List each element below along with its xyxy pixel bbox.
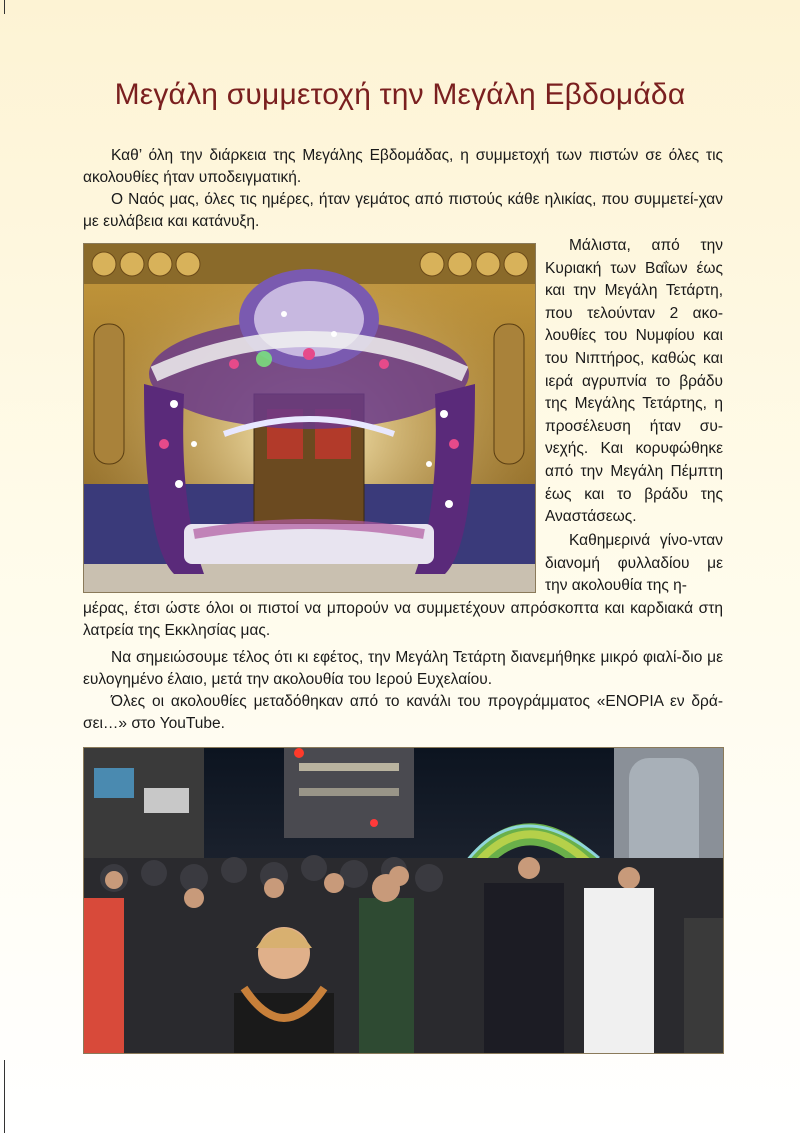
paragraph-4-end: μέρας, έτσι ώστε όλοι οι πιστοί να μπορούν να συμμετέχουν απρόσκοπτα και καρδιακά στη λατρεία της Εκκλησίας μας. — [83, 600, 723, 639]
epitaphios-photo — [83, 243, 536, 593]
crop-mark-top — [4, 0, 5, 14]
page-title: Μεγάλη συμμετοχή την Μεγάλη Εβδομάδα — [114, 78, 686, 111]
paragraph-3: Μάλιστα, από την Κυριακή των Βαΐων έως και την Μεγάλη Τετάρτη, που τελούνταν 2 ακο-λουθίες του Νυμφίου και του Νιπτήρος, καθώς και ιερά αγρυπνία το βράδυ της Μεγάλης Τετάρτης, η προσέλευση ήταν συ-νεχής. Και κορυφώθηκε από την Μεγάλη Πέμπτη έως και το βράδυ της Αναστάσεως. — [545, 237, 723, 526]
crop-mark-bottom — [4, 1060, 5, 1133]
paragraph-5: Να σημειώσουμε τέλος ότι κι εφέτος, την Μεγάλη Τετάρτη διανεμήθηκε μικρό φιαλί-διο με ευλογημένο έλαιο, μετά την ακολουθία του Ιερού Ευχελαίου. — [83, 649, 723, 688]
paragraph-6: Όλες οι ακολουθίες μεταδόθηκαν από το κανάλι του προγράμματος «ΕΝΟΡΙΑ εν δρά-σει…» στο YouTube. — [83, 693, 723, 732]
procession-photo — [83, 747, 724, 1054]
paragraph-2: Ο Ναός μας, όλες τις ημέρες, ήταν γεμάτος από πιστούς κάθε ηλικίας, που συμμετεί-χαν με ευλάβεια και κατάνυξη. — [83, 191, 723, 230]
paragraph-4-start: Καθημερινά γίνο-νταν διανομή φυλλαδίου με την ακολουθία της η- — [545, 532, 723, 595]
paragraph-1: Καθ’ όλη την διάρκεια της Μεγάλης Εβδομάδας, η συμμετοχή των πιστών σε όλες τις ακολουθίες ήταν υποδειγματική. — [83, 147, 723, 186]
